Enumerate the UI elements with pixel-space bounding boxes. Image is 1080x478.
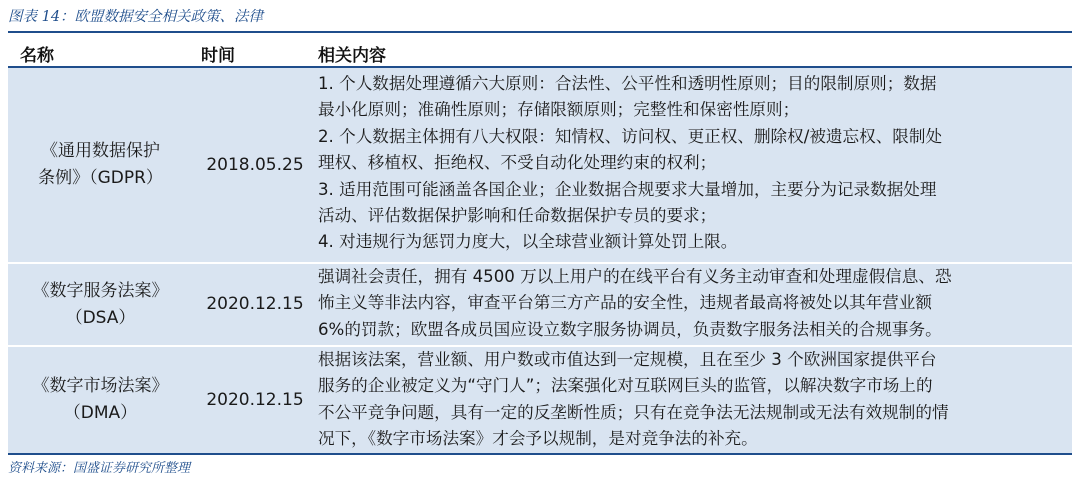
content-line: 根据该法案，营业额、用户数或市值达到一定规模，且在至少 3 个欧洲国家提供平台	[318, 350, 937, 369]
table-row-dsa	[8, 264, 1072, 345]
row-content-cell	[318, 71, 1062, 256]
row-date-cell: 2020.12.15	[206, 389, 304, 410]
row-name-cell	[8, 347, 193, 453]
content-line: 2. 个人数据主体拥有八大权限：知情权、访问权、更正权、删除权/被遗忘权、限制处	[318, 126, 943, 146]
source-note: 资料来源：国盛证券研究所整理	[8, 461, 191, 476]
table-row-gdpr	[8, 68, 1072, 262]
row-name-line: （DSA）	[65, 307, 136, 328]
row-name-line: 《数字服务法案》	[32, 280, 169, 301]
row-name-line: （DMA）	[63, 403, 138, 423]
row-date-cell: 2018.05.25	[206, 154, 304, 175]
content-line: 怖主义等非法内容，审查平台第三方产品的安全性，违规者最高将被处以其年营业额	[318, 293, 932, 313]
row-name-line: 《通用数据保护	[40, 141, 160, 161]
row-name-line: 条例》（GDPR）	[38, 168, 163, 188]
content-line: 不公平竞争问题，具有一定的反垄断性质；只有在竞争法无法规制或无法有效规制的情	[318, 402, 949, 422]
content-line: 服务的企业被定义为“守门人”；法案强化对互联网巨头的监管，以解决数字市场上的	[318, 376, 933, 396]
row-name-line: 《数字市场法案》	[32, 376, 169, 396]
content-line: 3. 适用范围可能涵盖各国企业；企业数据合规要求大量增加，主要分为记录数据处理	[318, 179, 937, 199]
row-content-cell	[318, 264, 1062, 343]
table-row-dma	[8, 347, 1072, 453]
content-line: 活动、评估数据保护影响和任命数据保护专员的要求；	[318, 206, 717, 226]
row-name-cell	[8, 264, 193, 345]
table-bottom-rule	[8, 453, 1072, 455]
row-content-cell	[318, 347, 1062, 453]
content-line: 强调社会责任，拥有 4500 万以上用户的在线平台有义务主动审查和处理虚假信息、恐	[318, 267, 952, 286]
content-line: 6%的罚款；欧盟各成员国应设立数字服务协调员，负责数字服务法相关的合规事务。	[318, 319, 942, 339]
row-date-cell: 2020.12.15	[206, 294, 304, 314]
content-line: 1. 个人数据处理遵循六大原则：合法性、公平性和透明性原则；目的限制原则；数据	[318, 74, 937, 93]
row-name-cell	[8, 68, 193, 262]
content-line: 4. 对违规行为惩罚力度大，以全球营业额计算处罚上限。	[318, 232, 738, 252]
figure-title: 图表 14：欧盟数据安全相关政策、法律	[8, 9, 264, 25]
header-content: 相关内容	[318, 46, 386, 66]
content-line: 况下，《数字市场法案》才会予以规制，是对竞争法的补充。	[318, 429, 758, 449]
content-line: 最小化原则；准确性原则；存储限额原则；完整性和保密性原则；	[318, 100, 800, 120]
header-name: 名称	[20, 46, 54, 66]
content-line: 理权、移植权、拒绝权、不受自动化处理约束的权利；	[318, 153, 717, 173]
header-date: 时间	[201, 46, 235, 66]
table-header	[8, 33, 1072, 68]
